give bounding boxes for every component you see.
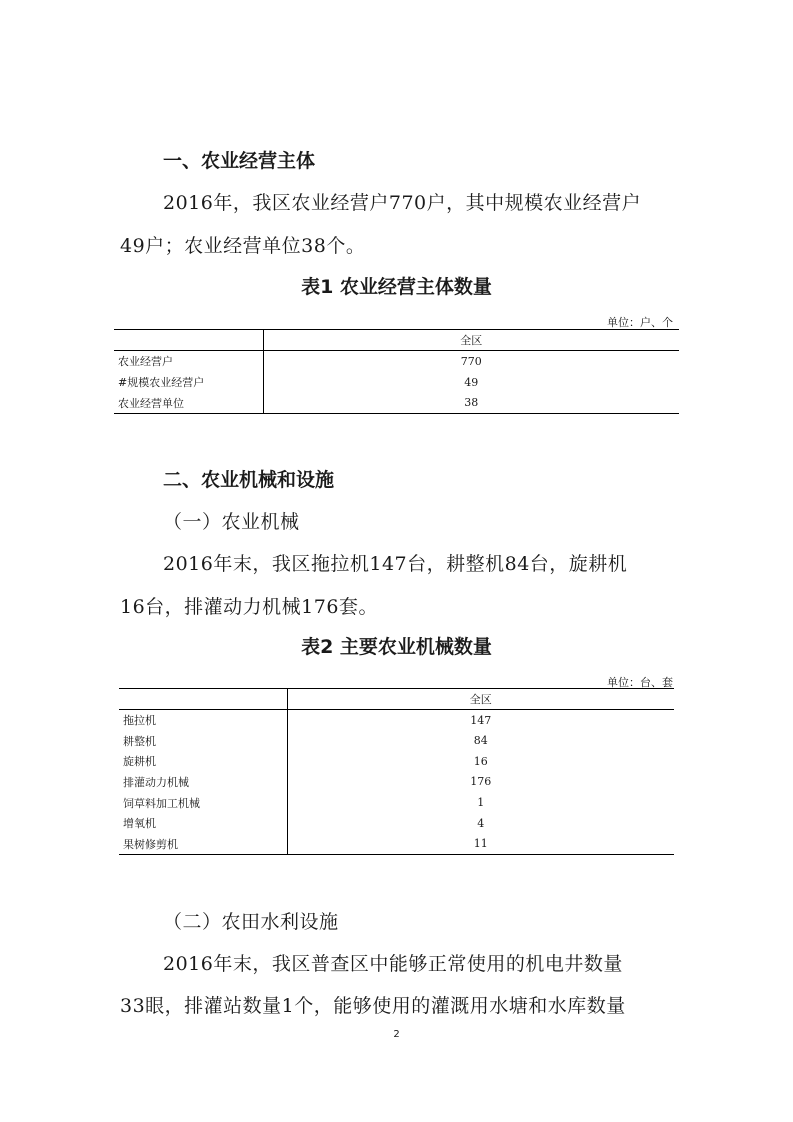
table-row — [119, 813, 674, 834]
row-label: 农业经营单位 — [114, 393, 263, 414]
section2-subheading-irrigation: （二）农田水利设施 — [163, 911, 339, 933]
table1-title: 表1 农业经营主体数量 — [301, 276, 492, 298]
table1-column-header: 全区 — [263, 330, 679, 351]
table-row — [114, 393, 679, 414]
row-value: 4 — [477, 816, 485, 830]
table-row — [119, 710, 674, 731]
row-label: #规模农业经营户 — [114, 372, 263, 393]
row-label: 耕整机 — [119, 730, 287, 751]
row-label: 饲草料加工机械 — [119, 792, 287, 813]
row-value: 147 — [470, 713, 492, 727]
table-row — [119, 792, 674, 813]
table2-unit: 单位：台、套 — [607, 676, 673, 689]
row-value: 38 — [263, 393, 679, 414]
table2-header-blank — [119, 689, 287, 710]
row-label: 增氧机 — [119, 813, 287, 834]
table-row — [119, 751, 674, 772]
row-label: 旋耕机 — [119, 751, 287, 772]
row-value: 11 — [287, 834, 674, 855]
table2 — [119, 688, 674, 855]
row-label: 拖拉机 — [119, 710, 287, 731]
table2-header-row — [119, 689, 674, 710]
table2-title: 表2 主要农业机械数量 — [301, 636, 492, 658]
row-value: 84 — [473, 734, 488, 748]
section2-heading: 二、农业机械和设施 — [163, 469, 335, 491]
section1-para-line2: 49户；农业经营单位38个。 — [120, 235, 366, 257]
row-label: 农业经营户 — [114, 351, 263, 372]
table-row — [119, 834, 674, 855]
section2-para-line2: 16台，排灌动力机械176套。 — [120, 596, 378, 618]
section2-para-line1: 2016年末，我区拖拉机147台，耕整机84台，旋耕机 — [163, 553, 628, 575]
table-row — [114, 372, 679, 393]
page-number: 2 — [393, 1029, 400, 1040]
table2-column-header: 全区 — [287, 689, 674, 710]
table1-header-row — [114, 330, 679, 351]
row-value: 1 — [477, 796, 485, 810]
row-value: 176 — [470, 775, 492, 789]
section2-subheading-machinery: （一）农业机械 — [163, 511, 300, 533]
section1-heading: 一、农业经营主体 — [163, 150, 316, 172]
row-value: 770 — [460, 354, 482, 368]
table-row — [114, 351, 679, 372]
row-value: 49 — [464, 375, 479, 389]
row-label: 果树修剪机 — [119, 834, 287, 855]
table1-unit: 单位：户、个 — [607, 316, 673, 329]
section2b-para-line1: 2016年末，我区普查区中能够正常使用的机电井数量 — [163, 953, 623, 975]
row-value: 16 — [473, 754, 488, 768]
section1-para-line1: 2016年，我区农业经营户770户，其中规模农业经营户 — [163, 192, 642, 214]
row-label: 排灌动力机械 — [119, 772, 287, 793]
table-row — [119, 772, 674, 793]
table-row — [119, 730, 674, 751]
section2b-para-line2: 33眼，排灌站数量1个，能够使用的灌溉用水塘和水库数量 — [120, 995, 626, 1017]
table1 — [114, 329, 679, 414]
table1-header-blank — [114, 330, 263, 351]
